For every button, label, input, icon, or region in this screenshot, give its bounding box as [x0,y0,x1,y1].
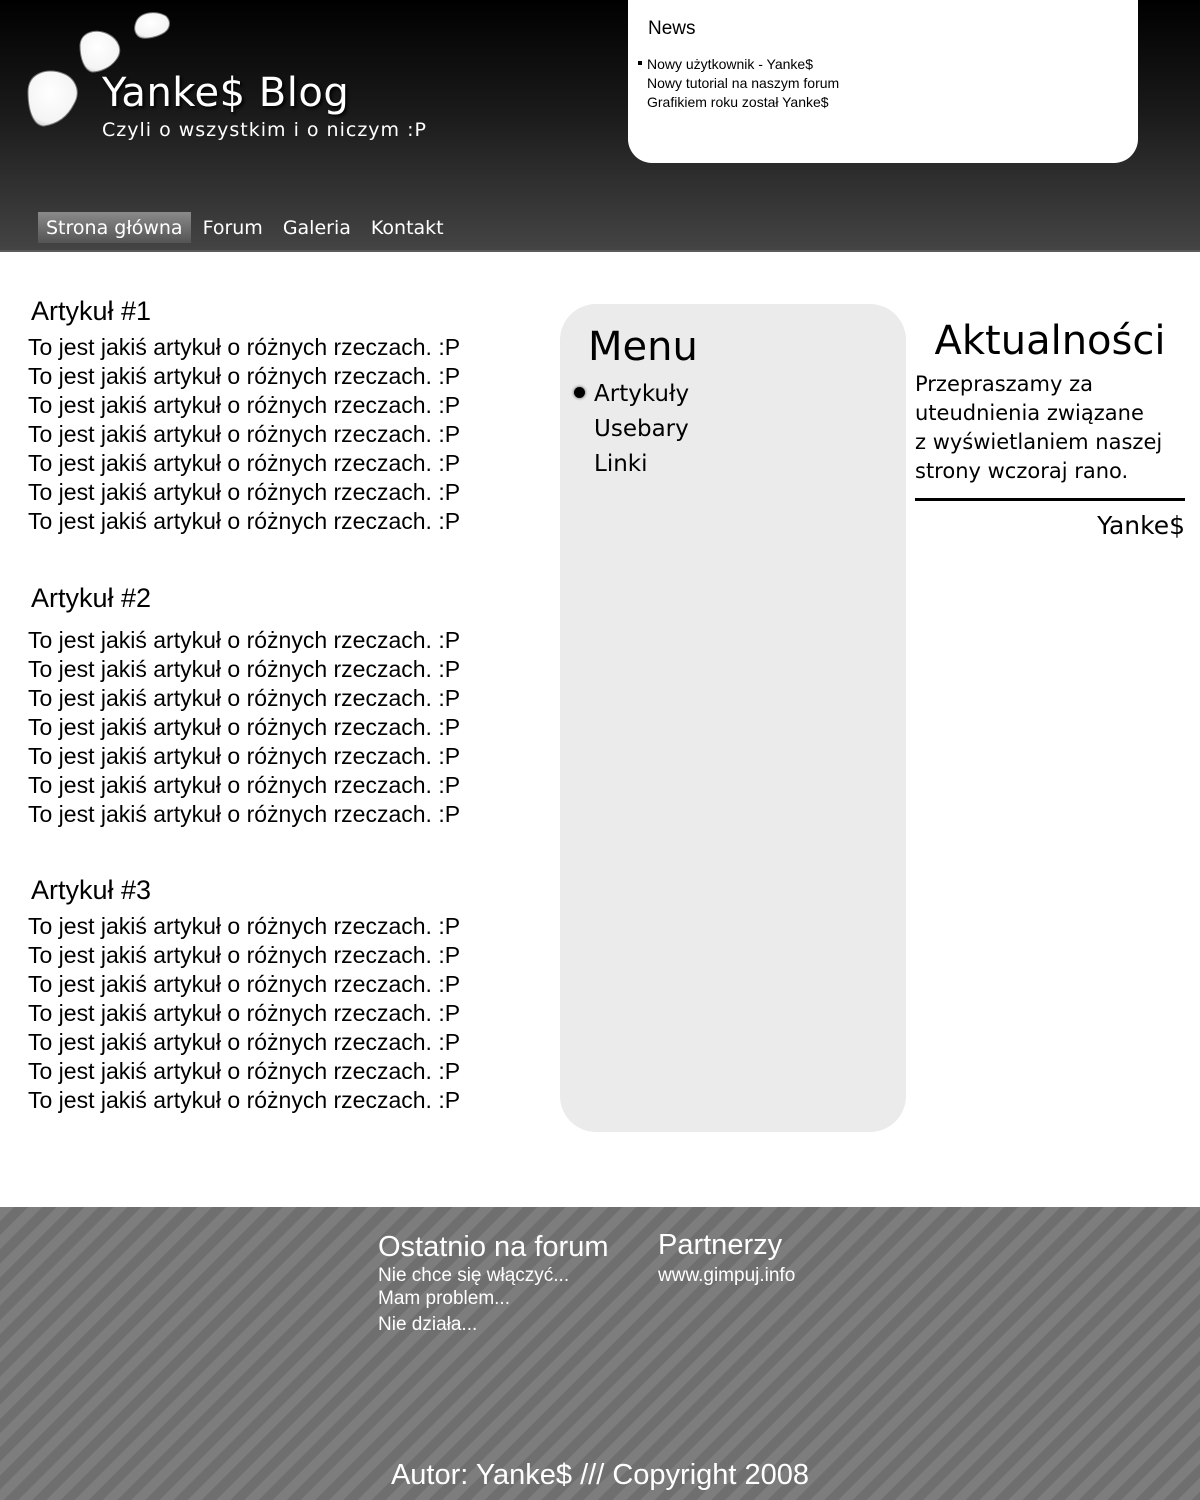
article-title[interactable]: Artykuł #1 [31,296,152,326]
article-line: To jest jakiś artykuł o różnych rzeczach. :P [28,1058,461,1084]
forum-section-title: Ostatnio na forum [378,1231,609,1263]
menu-item-articles[interactable] [594,377,689,412]
forum-link[interactable]: Nie chce się włączyć... [378,1265,570,1286]
article-line: To jest jakiś artykuł o różnych rzeczach. :P [28,334,461,360]
menu-item-label: Linki [594,451,648,477]
news-body-line: Przepraszamy za [915,372,1093,396]
news-item[interactable]: Nowy użytkownik - Yanke$ [647,55,839,74]
news-column-body [915,370,1185,486]
article-line: To jest jakiś artykuł o różnych rzeczach. :P [28,743,461,769]
nav-item-home[interactable]: Strona główna [38,212,191,243]
news-box [628,0,1138,163]
news-item[interactable]: Nowy tutorial na naszym forum [647,75,840,91]
article-line: To jest jakiś artykuł o różnych rzeczach. :P [28,772,461,798]
news-body-line: strony wczoraj rano. [915,459,1129,483]
menu-item-links[interactable] [594,447,689,482]
bullet-icon [574,387,585,398]
article-line: To jest jakiś artykuł o różnych rzeczach. :P [28,685,461,711]
article-1 [28,296,528,536]
news-body-line: z wyświetlaniem naszej [915,430,1163,454]
article-line: To jest jakiś artykuł o różnych rzeczach. :P [28,714,461,740]
news-column-title: Aktualności [934,318,1166,364]
menu-title: Menu [588,324,698,370]
nav-item-forum[interactable]: Forum [202,217,263,239]
forum-link[interactable]: Mam problem... [378,1288,510,1309]
article-line: To jest jakiś artykuł o różnych rzeczach. :P [28,801,461,827]
article-line: To jest jakiś artykuł o różnych rzeczach. :P [28,656,461,682]
side-menu [560,304,906,1132]
site-header [0,0,1200,252]
article-title[interactable]: Artykuł #2 [31,583,152,613]
news-list [647,55,839,112]
news-title: News [648,18,696,39]
article-line: To jest jakiś artykuł o różnych rzeczach. :P [28,1029,461,1055]
article-line: To jest jakiś artykuł o różnych rzeczach. :P [28,450,461,476]
article-line: To jest jakiś artykuł o różnych rzeczach. :P [28,508,461,534]
article-line: To jest jakiś artykuł o różnych rzeczach. :P [28,627,461,653]
site-title: Yanke$ Blog [102,70,350,116]
article-line: To jest jakiś artykuł o różnych rzeczach. :P [28,971,461,997]
article-3 [28,875,528,1115]
menu-item-label: Artykuły [594,381,690,407]
news-body-line: uteudnienia związane [915,401,1144,425]
news-item[interactable]: Grafikiem roku został Yanke$ [647,94,829,110]
menu-list [594,377,689,482]
copyright: Autor: Yanke$ /// Copyright 2008 [390,1459,810,1491]
menu-item-userbars[interactable] [594,412,689,447]
main-nav [38,212,456,246]
nav-item-gallery[interactable]: Galeria [282,217,351,239]
forum-link[interactable]: Nie działa... [378,1314,478,1335]
news-author: Yanke$ [1097,511,1185,540]
article-line: To jest jakiś artykuł o różnych rzeczach. :P [28,392,461,418]
news-column [915,318,1185,540]
nav-item-contact[interactable]: Kontakt [370,217,444,239]
article-line: To jest jakiś artykuł o różnych rzeczach. :P [28,942,461,968]
article-line: To jest jakiś artykuł o różnych rzeczach. :P [28,913,461,939]
article-line: To jest jakiś artykuł o różnych rzeczach. :P [28,479,461,505]
partner-link[interactable]: www.gimpuj.info [658,1265,796,1286]
article-2 [28,583,528,829]
site-footer [0,1207,1200,1500]
menu-item-label: Usebary [594,416,689,442]
article-line: To jest jakiś artykuł o różnych rzeczach. :P [28,1087,461,1113]
article-line: To jest jakiś artykuł o różnych rzeczach. :P [28,1000,461,1026]
partners-section-title: Partnerzy [658,1229,783,1261]
divider [915,498,1185,501]
article-line: To jest jakiś artykuł o różnych rzeczach. :P [28,421,461,447]
article-title[interactable]: Artykuł #3 [31,875,152,905]
article-line: To jest jakiś artykuł o różnych rzeczach. :P [28,363,461,389]
site-subtitle: Czyli o wszystkim i o niczym :P [102,119,427,141]
